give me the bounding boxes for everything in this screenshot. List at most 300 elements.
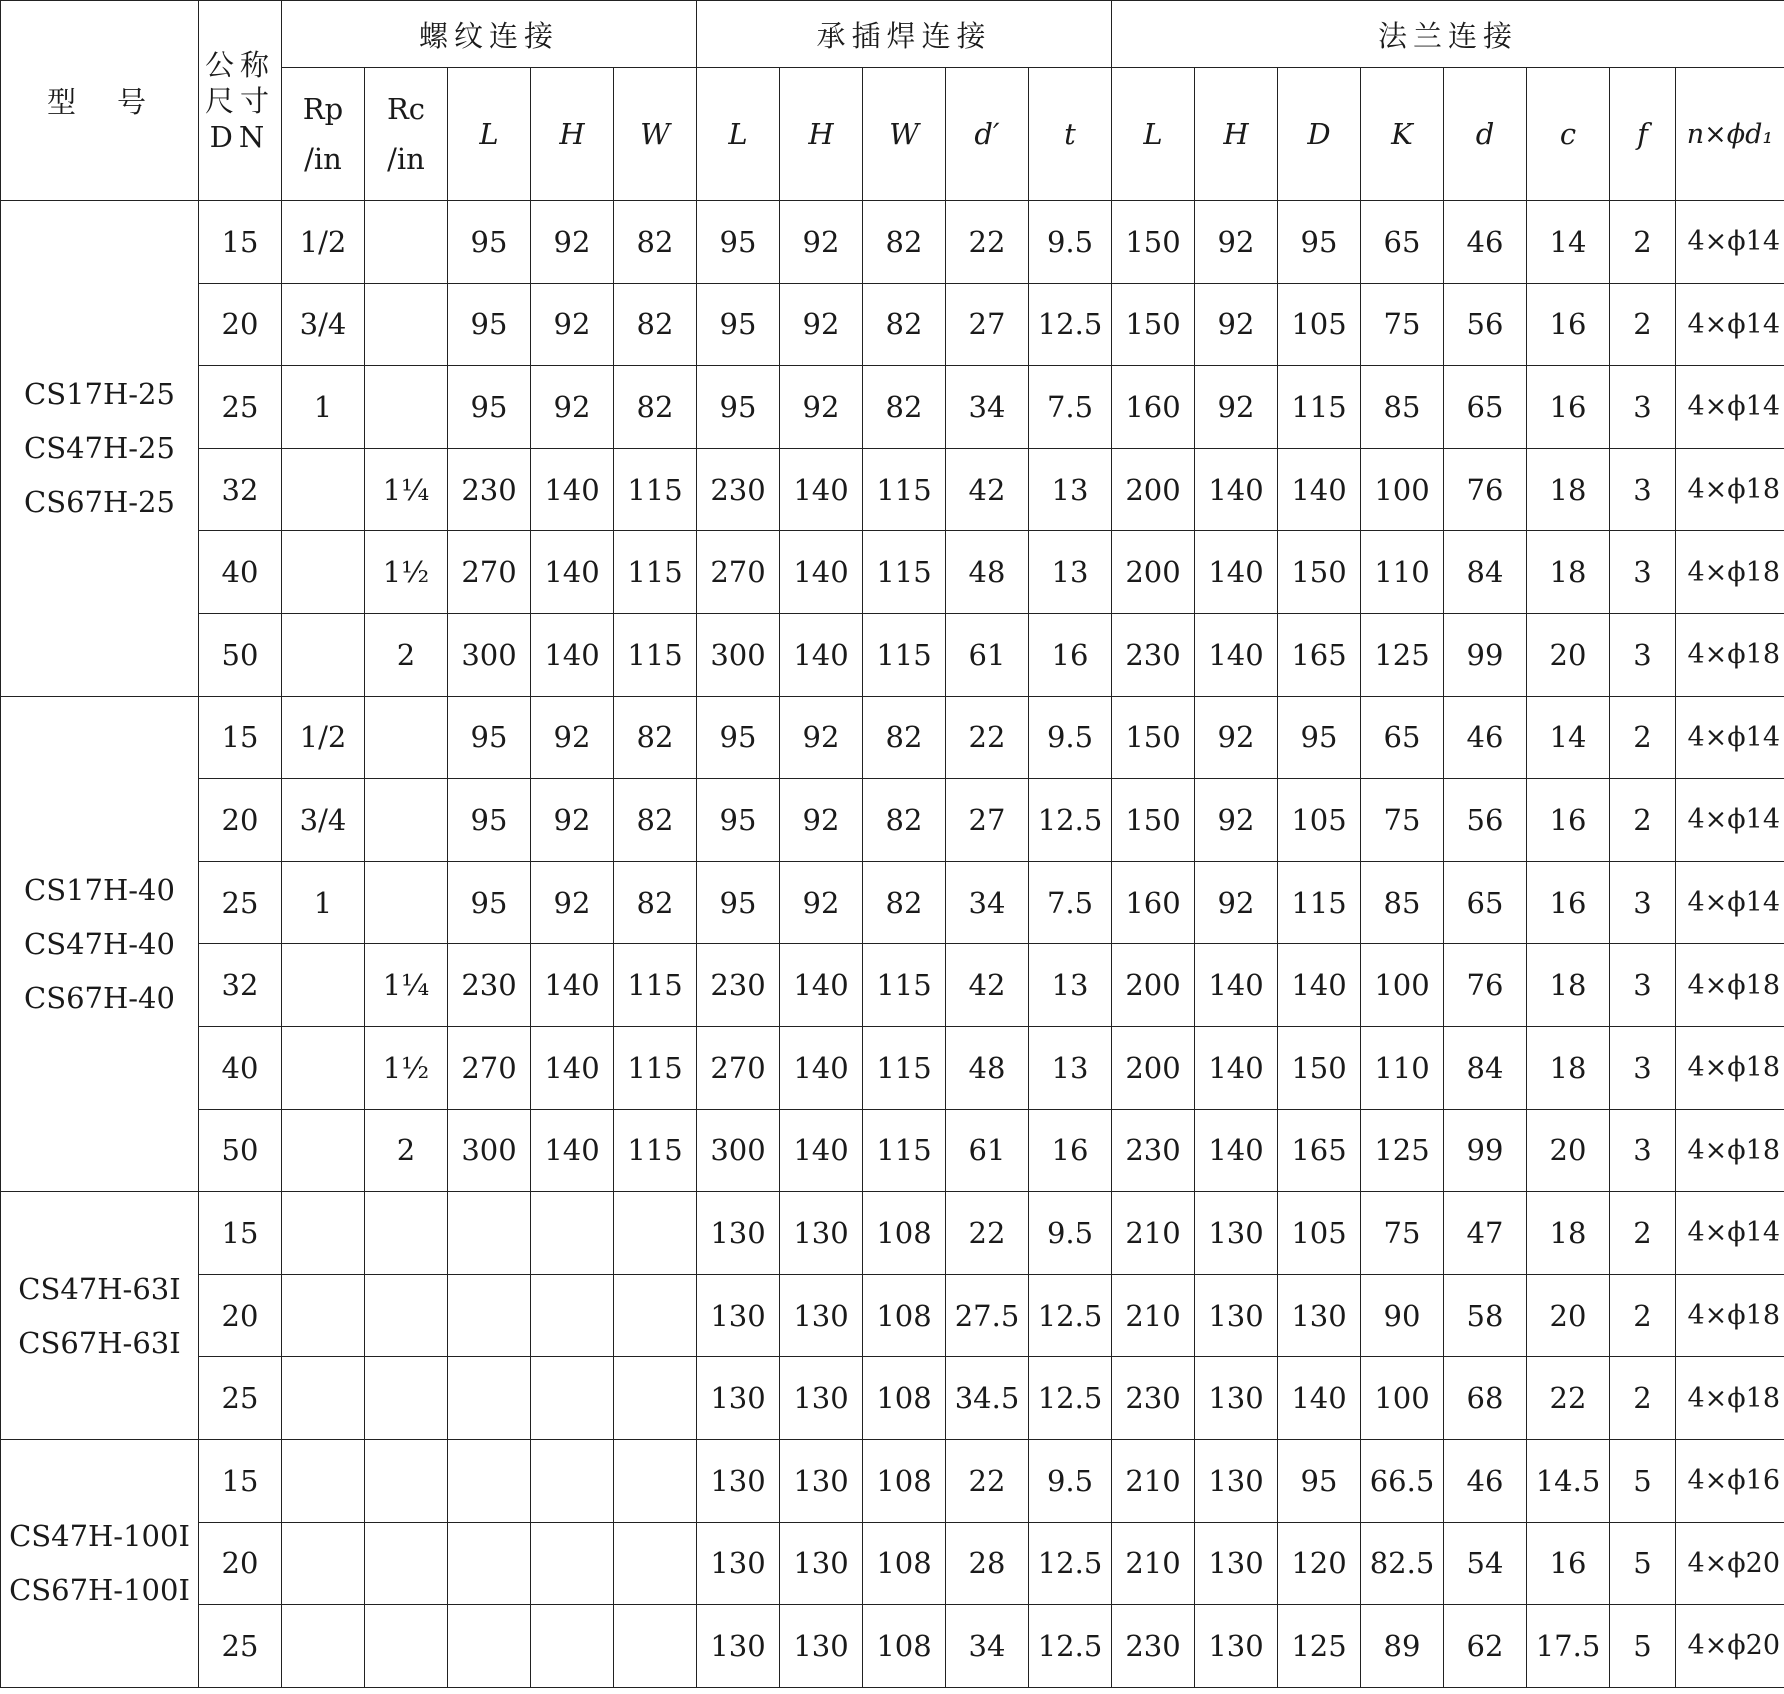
table-cell: 300 [697, 613, 780, 696]
table-cell: 99 [1444, 613, 1527, 696]
table-cell: 82.5 [1361, 1522, 1444, 1605]
table-cell: 230 [1112, 1605, 1195, 1688]
table-cell: 82 [863, 861, 946, 944]
table-cell: 130 [697, 1439, 780, 1522]
table-row [1, 861, 1784, 944]
table-cell: 4×ϕ18 [1676, 1357, 1784, 1440]
table-cell: 18 [1527, 944, 1610, 1027]
table-cell: 105 [1278, 1192, 1361, 1275]
table-cell: 108 [863, 1192, 946, 1275]
table-cell: 82 [863, 283, 946, 366]
header-flange-l: L [1112, 68, 1195, 201]
table-cell: 92 [780, 696, 863, 779]
table-cell: 61 [946, 1109, 1029, 1192]
table-cell: 76 [1444, 944, 1527, 1027]
table-cell: 300 [697, 1109, 780, 1192]
table-cell: 7.5 [1029, 861, 1112, 944]
table-cell: 56 [1444, 283, 1527, 366]
table-cell: 3 [1610, 613, 1676, 696]
table-cell: 115 [863, 448, 946, 531]
table-cell: 16 [1527, 283, 1610, 366]
table-cell: 14 [1527, 201, 1610, 284]
table-cell: 130 [780, 1274, 863, 1357]
table-cell: 105 [1278, 283, 1361, 366]
table-cell: 56 [1444, 779, 1527, 862]
table-cell [365, 366, 448, 449]
table-cell: 125 [1361, 613, 1444, 696]
table-cell: 92 [780, 283, 863, 366]
table-cell: 130 [1195, 1357, 1278, 1440]
table-cell: 120 [1278, 1522, 1361, 1605]
table-cell: 210 [1112, 1439, 1195, 1522]
table-cell: 130 [697, 1357, 780, 1440]
table-cell: 130 [1195, 1274, 1278, 1357]
table-cell: 89 [1361, 1605, 1444, 1688]
table-cell: 90 [1361, 1274, 1444, 1357]
model-name: CS47H-63I [18, 1271, 181, 1306]
table-cell: 95 [1278, 1439, 1361, 1522]
table-cell [448, 1192, 531, 1275]
table-cell: 140 [531, 944, 614, 1027]
table-cell: 270 [448, 531, 531, 614]
table-cell: 130 [1278, 1274, 1361, 1357]
table-cell [282, 1522, 365, 1605]
table-row [1, 366, 1784, 449]
model-name: CS67H-100I [9, 1573, 190, 1608]
table-cell: 13 [1029, 531, 1112, 614]
table-cell: 125 [1361, 1109, 1444, 1192]
table-cell [282, 531, 365, 614]
table-cell: 20 [199, 1274, 282, 1357]
table-row [1, 944, 1784, 1027]
header-model: 型 号 [1, 1, 199, 201]
table-cell: 12.5 [1029, 1357, 1112, 1440]
table-row [1, 531, 1784, 614]
table-cell [448, 1522, 531, 1605]
table-cell: 140 [780, 944, 863, 1027]
table-cell: 25 [199, 366, 282, 449]
table-cell: 42 [946, 448, 1029, 531]
table-cell: 12.5 [1029, 1605, 1112, 1688]
table-cell: 140 [531, 531, 614, 614]
table-cell: 82 [614, 201, 697, 284]
table-cell: 13 [1029, 1026, 1112, 1109]
table-cell: 3/4 [282, 283, 365, 366]
table-cell: 75 [1361, 1192, 1444, 1275]
table-cell: 2 [1610, 1192, 1676, 1275]
header-flange-bolts: n×ϕd₁ [1676, 68, 1784, 201]
table-cell [282, 1439, 365, 1522]
table-cell: 95 [448, 779, 531, 862]
table-cell: 92 [1195, 201, 1278, 284]
table-cell: 50 [199, 613, 282, 696]
table-cell: 1 [282, 366, 365, 449]
table-cell: 210 [1112, 1274, 1195, 1357]
table-cell: 110 [1361, 1026, 1444, 1109]
table-cell: 4×ϕ18 [1676, 1274, 1784, 1357]
table-cell: 92 [780, 861, 863, 944]
table-body [1, 201, 1784, 1688]
table-cell: 20 [1527, 1274, 1610, 1357]
table-cell: 140 [1195, 531, 1278, 614]
table-cell: 40 [199, 1026, 282, 1109]
table-cell: 270 [448, 1026, 531, 1109]
table-cell: 12.5 [1029, 283, 1112, 366]
table-cell: 1/2 [282, 696, 365, 779]
table-cell: 16 [1527, 1522, 1610, 1605]
header-rc-label: Rc /in [386, 92, 426, 176]
table-cell: 210 [1112, 1192, 1195, 1275]
table-cell: 27 [946, 283, 1029, 366]
table-cell [365, 1357, 448, 1440]
table-cell: 66.5 [1361, 1439, 1444, 1522]
table-cell: 9.5 [1029, 1192, 1112, 1275]
table-cell [448, 1357, 531, 1440]
table-cell: 140 [780, 448, 863, 531]
table-cell: 1 [282, 861, 365, 944]
table-cell: 95 [697, 366, 780, 449]
table-cell: 28 [946, 1522, 1029, 1605]
table-cell: 22 [946, 1439, 1029, 1522]
table-cell: 46 [1444, 201, 1527, 284]
header-thread-group: 螺纹连接 [282, 1, 697, 68]
table-cell: 4×ϕ14 [1676, 283, 1784, 366]
table-cell: 16 [1029, 613, 1112, 696]
table-cell: 230 [1112, 1357, 1195, 1440]
table-cell: 1/2 [282, 201, 365, 284]
table-cell: 48 [946, 531, 1029, 614]
table-cell: 16 [1527, 861, 1610, 944]
table-cell [282, 1605, 365, 1688]
table-cell: 95 [448, 861, 531, 944]
table-cell: 140 [1278, 944, 1361, 1027]
table-cell: 200 [1112, 944, 1195, 1027]
table-cell: 62 [1444, 1605, 1527, 1688]
table-cell: 14.5 [1527, 1439, 1610, 1522]
header-socket-h: H [780, 68, 863, 201]
table-cell: 17.5 [1527, 1605, 1610, 1688]
table-cell [614, 1605, 697, 1688]
table-cell: 27.5 [946, 1274, 1029, 1357]
table-cell: 9.5 [1029, 201, 1112, 284]
table-cell: 27 [946, 779, 1029, 862]
table-cell [365, 1439, 448, 1522]
table-cell: 4×ϕ14 [1676, 696, 1784, 779]
table-cell [282, 1357, 365, 1440]
table-cell: 300 [448, 1109, 531, 1192]
table-cell: 140 [531, 1026, 614, 1109]
table-cell: 92 [780, 201, 863, 284]
header-socket-t: t [1029, 68, 1112, 201]
table-cell: 25 [199, 861, 282, 944]
table-cell: 92 [531, 861, 614, 944]
header-dn [199, 1, 282, 201]
table-cell: 13 [1029, 448, 1112, 531]
table-cell: 20 [199, 1522, 282, 1605]
table-cell: 95 [448, 283, 531, 366]
table-cell: 32 [199, 448, 282, 531]
table-cell: 4×ϕ18 [1676, 1109, 1784, 1192]
table-cell [282, 1192, 365, 1275]
table-cell: 13 [1029, 944, 1112, 1027]
table-cell: 125 [1278, 1605, 1361, 1688]
table-cell: 230 [697, 944, 780, 1027]
table-cell: 270 [697, 1026, 780, 1109]
table-cell [282, 448, 365, 531]
table-cell: 92 [1195, 861, 1278, 944]
header-flange-group: 法兰连接 [1112, 1, 1784, 68]
table-cell: 100 [1361, 944, 1444, 1027]
table-cell: 95 [697, 201, 780, 284]
table-cell: 95 [448, 201, 531, 284]
table-cell: 130 [697, 1605, 780, 1688]
table-cell: 95 [697, 696, 780, 779]
table-cell: 4×ϕ14 [1676, 779, 1784, 862]
header-thread-w: W [614, 68, 697, 201]
table-row [1, 1274, 1784, 1357]
table-cell: 2 [1610, 779, 1676, 862]
table-cell: 34 [946, 366, 1029, 449]
model-cell [1, 1192, 199, 1440]
table-cell: 140 [1195, 1026, 1278, 1109]
table-cell: 82 [863, 366, 946, 449]
header-row-groups [1, 1, 1784, 68]
model-name: CS67H-40 [24, 980, 175, 1015]
table-cell: 130 [780, 1439, 863, 1522]
table-cell: 34 [946, 1605, 1029, 1688]
table-cell: 34 [946, 861, 1029, 944]
table-cell: 4×ϕ18 [1676, 1026, 1784, 1109]
table-cell: 200 [1112, 1026, 1195, 1109]
table-cell: 85 [1361, 366, 1444, 449]
table-cell: 130 [1195, 1439, 1278, 1522]
header-socket-group: 承插焊连接 [697, 1, 1112, 68]
table-cell: 92 [531, 366, 614, 449]
table-cell [448, 1605, 531, 1688]
model-name: CS67H-63I [18, 1325, 181, 1360]
table-cell: 46 [1444, 696, 1527, 779]
table-cell: 3 [1610, 1109, 1676, 1192]
table-cell: 92 [531, 696, 614, 779]
table-cell: 4×ϕ18 [1676, 944, 1784, 1027]
table-cell: 140 [1278, 448, 1361, 531]
table-cell: 200 [1112, 531, 1195, 614]
header-flange-k: K [1361, 68, 1444, 201]
table-cell: 150 [1112, 696, 1195, 779]
table-row [1, 1522, 1784, 1605]
model-name: CS17H-25 [24, 377, 175, 412]
table-cell: 22 [946, 1192, 1029, 1275]
table-row [1, 1026, 1784, 1109]
table-cell: 5 [1610, 1439, 1676, 1522]
header-flange-f: f [1610, 68, 1676, 201]
table-cell: 18 [1527, 448, 1610, 531]
table-cell: 108 [863, 1605, 946, 1688]
model-cell [1, 696, 199, 1192]
table-cell [365, 1605, 448, 1688]
table-cell: 65 [1444, 366, 1527, 449]
header-flange-d-outer: D [1278, 68, 1361, 201]
table-cell: 75 [1361, 779, 1444, 862]
table-cell [448, 1274, 531, 1357]
table-cell: 18 [1527, 1026, 1610, 1109]
table-cell: 92 [1195, 696, 1278, 779]
table-cell: 16 [1029, 1109, 1112, 1192]
table-row [1, 1439, 1784, 1522]
table-cell: 130 [780, 1605, 863, 1688]
table-cell: 4×ϕ18 [1676, 531, 1784, 614]
table-cell: 140 [1195, 613, 1278, 696]
table-cell: 100 [1361, 448, 1444, 531]
table-cell: 1¼ [365, 944, 448, 1027]
table-cell: 15 [199, 1192, 282, 1275]
table-cell [531, 1192, 614, 1275]
table-cell: 130 [1195, 1522, 1278, 1605]
table-cell: 12.5 [1029, 1274, 1112, 1357]
table-cell: 140 [1278, 1357, 1361, 1440]
table-cell [531, 1439, 614, 1522]
table-cell: 130 [780, 1192, 863, 1275]
table-cell: 230 [448, 448, 531, 531]
table-cell: 61 [946, 613, 1029, 696]
header-dn-line3: DN [209, 119, 271, 154]
table-cell: 165 [1278, 613, 1361, 696]
table-cell: 2 [1610, 283, 1676, 366]
table-cell: 84 [1444, 531, 1527, 614]
table-cell: 2 [1610, 696, 1676, 779]
table-cell: 18 [1527, 531, 1610, 614]
table-cell: 105 [1278, 779, 1361, 862]
table-cell: 95 [697, 861, 780, 944]
table-cell: 130 [780, 1357, 863, 1440]
table-cell: 115 [863, 1026, 946, 1109]
table-row [1, 283, 1784, 366]
table-cell: 108 [863, 1439, 946, 1522]
header-rp [282, 68, 365, 201]
table-cell: 140 [780, 1026, 863, 1109]
table-cell: 130 [697, 1522, 780, 1605]
header-socket-d: d′ [946, 68, 1029, 201]
table-cell: 130 [780, 1522, 863, 1605]
table-cell: 1¼ [365, 448, 448, 531]
table-cell: 115 [614, 1026, 697, 1109]
table-cell: 16 [1527, 779, 1610, 862]
table-cell [365, 696, 448, 779]
table-cell: 82 [863, 696, 946, 779]
table-cell [365, 1522, 448, 1605]
table-cell: 230 [448, 944, 531, 1027]
table-cell: 3 [1610, 944, 1676, 1027]
table-row [1, 201, 1784, 284]
table-cell: 108 [863, 1357, 946, 1440]
table-cell [614, 1192, 697, 1275]
table-cell: 9.5 [1029, 696, 1112, 779]
table-cell [282, 1109, 365, 1192]
table-cell: 92 [531, 283, 614, 366]
table-cell [365, 779, 448, 862]
table-cell: 32 [199, 944, 282, 1027]
table-cell: 130 [1195, 1192, 1278, 1275]
table-cell [531, 1605, 614, 1688]
table-cell [282, 613, 365, 696]
table-cell: 150 [1112, 201, 1195, 284]
table-cell: 115 [1278, 861, 1361, 944]
table-cell: 4×ϕ14 [1676, 201, 1784, 284]
table-cell: 230 [697, 448, 780, 531]
table-cell: 12.5 [1029, 1522, 1112, 1605]
table-cell: 15 [199, 1439, 282, 1522]
model-name: CS47H-40 [24, 926, 175, 961]
table-cell [365, 861, 448, 944]
table-cell: 20 [199, 283, 282, 366]
table-cell: 5 [1610, 1522, 1676, 1605]
table-cell: 160 [1112, 366, 1195, 449]
table-cell: 115 [863, 1109, 946, 1192]
table-cell: 115 [863, 531, 946, 614]
table-cell: 22 [946, 696, 1029, 779]
table-cell: 22 [946, 201, 1029, 284]
table-cell: 75 [1361, 283, 1444, 366]
table-cell: 150 [1112, 779, 1195, 862]
table-cell: 92 [1195, 779, 1278, 862]
model-name: CS67H-25 [24, 485, 175, 520]
table-cell [614, 1439, 697, 1522]
header-rp-label: Rp /in [302, 92, 344, 176]
table-cell: 95 [697, 283, 780, 366]
table-cell: 58 [1444, 1274, 1527, 1357]
table-row [1, 779, 1784, 862]
table-cell: 3 [1610, 448, 1676, 531]
table-cell: 22 [1527, 1357, 1610, 1440]
header-flange-d: d [1444, 68, 1527, 201]
table-cell: 130 [697, 1192, 780, 1275]
table-cell: 115 [863, 613, 946, 696]
table-cell: 108 [863, 1522, 946, 1605]
table-cell: 92 [531, 779, 614, 862]
table-cell: 300 [448, 613, 531, 696]
table-cell: 65 [1361, 696, 1444, 779]
table-cell: 18 [1527, 1192, 1610, 1275]
table-cell: 20 [199, 779, 282, 862]
table-cell: 92 [1195, 283, 1278, 366]
table-row [1, 1192, 1784, 1275]
table-cell: 15 [199, 696, 282, 779]
table-cell: 25 [199, 1605, 282, 1688]
table-cell [365, 201, 448, 284]
table-cell: 99 [1444, 1109, 1527, 1192]
table-cell: 2 [365, 613, 448, 696]
table-cell: 95 [697, 779, 780, 862]
table-cell: 92 [531, 201, 614, 284]
table-cell: 110 [1361, 531, 1444, 614]
table-cell: 3/4 [282, 779, 365, 862]
table-cell: 42 [946, 944, 1029, 1027]
table-cell: 140 [780, 613, 863, 696]
table-row [1, 1605, 1784, 1688]
table-cell: 140 [531, 613, 614, 696]
table-cell: 95 [448, 366, 531, 449]
table-cell: 100 [1361, 1357, 1444, 1440]
table-cell: 92 [780, 779, 863, 862]
table-cell: 2 [1610, 1274, 1676, 1357]
table-cell: 50 [199, 1109, 282, 1192]
table-cell: 3 [1610, 531, 1676, 614]
table-cell: 14 [1527, 696, 1610, 779]
header-flange-h: H [1195, 68, 1278, 201]
table-cell: 68 [1444, 1357, 1527, 1440]
table-cell: 65 [1361, 201, 1444, 284]
table-cell: 3 [1610, 1026, 1676, 1109]
